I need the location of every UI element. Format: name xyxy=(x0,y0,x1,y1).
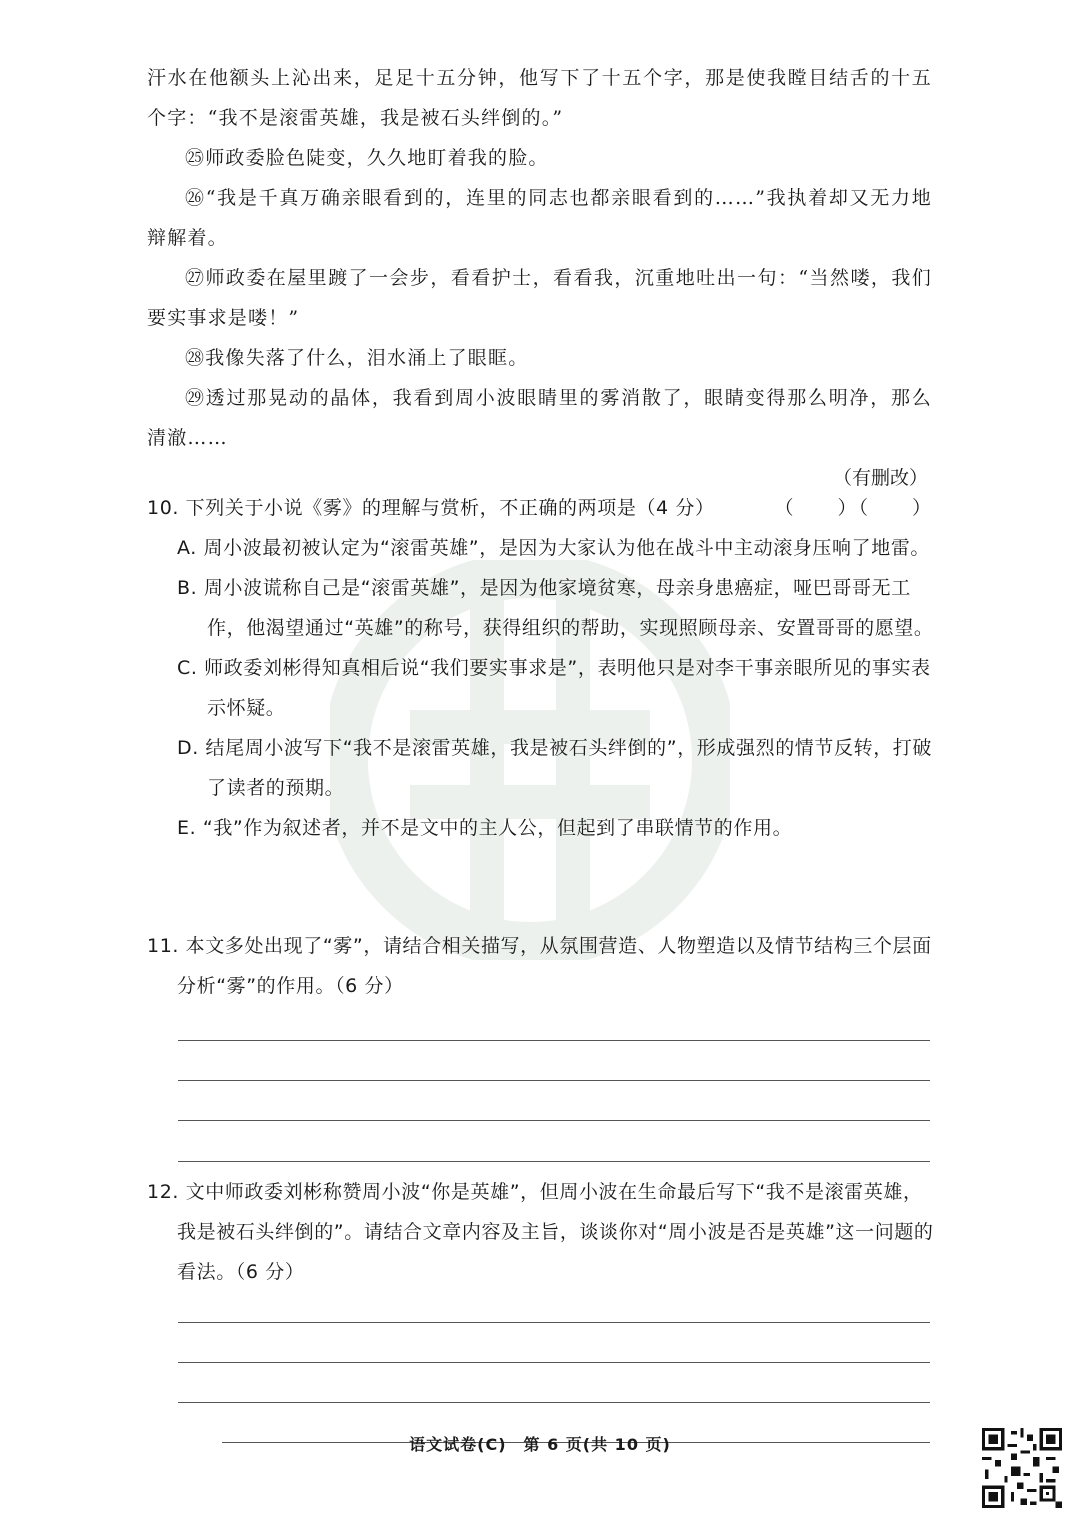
passage-paragraph-28: ㉘我像失落了什么，泪水涌上了眼眶。 xyxy=(185,347,529,369)
answer-line[interactable] xyxy=(178,1362,930,1363)
answer-line[interactable] xyxy=(178,1080,930,1081)
answer-parens[interactable]: （ ）（ ） xyxy=(774,497,933,519)
passage-paragraph-27: ㉗师政委在屋里踱了一会步，看看护士，看看我，沉重地吐出一句：“当然喽，我们要实事求是喽！” xyxy=(147,267,932,329)
question-10-text: 10. 下列关于小说《雾》的理解与赏析，不正确的两项是（4 分） xyxy=(147,497,715,519)
question-11 xyxy=(147,926,937,1006)
answer-line[interactable] xyxy=(178,1161,930,1162)
option-label: B. xyxy=(177,577,198,599)
option-label: E. xyxy=(177,817,197,839)
option-a[interactable] xyxy=(177,528,937,568)
answer-line[interactable] xyxy=(178,1120,930,1121)
answer-line[interactable] xyxy=(178,1040,930,1041)
answer-line[interactable] xyxy=(178,1322,930,1323)
question-12 xyxy=(147,1172,937,1292)
option-text: 周小波谎称自己是“滚雷英雄”，是因为他家境贫寒，母亲身患癌症，哑巴哥哥无工作，他渴望通过“英雄”的称号，获得组织的帮助，实现照顾母亲、安置哥哥的愿望。 xyxy=(203,577,934,639)
option-b[interactable] xyxy=(177,568,937,648)
option-text: 师政委刘彬得知真相后说“我们要实事求是”，表明他只是对李干事亲眼所见的事实表示怀疑。 xyxy=(204,657,931,719)
option-d[interactable] xyxy=(177,728,937,808)
passage-paragraph-25: ㉕师政委脸色陡变，久久地盯着我的脸。 xyxy=(185,147,549,169)
question-10 xyxy=(147,488,937,848)
option-e[interactable] xyxy=(177,808,937,848)
option-label: A. xyxy=(177,537,197,559)
option-c[interactable] xyxy=(177,648,937,728)
passage-paragraph-26: ㉖“我是千真万确亲眼看到的，连里的同志也都亲眼看到的……”我执着却又无力地辩解着。 xyxy=(147,187,932,249)
passage-paragraph-24: 汗水在他额头上沁出来，足足十五分钟，他写下了十五个字，那是使我瞠目结舌的十五个字：“我不是滚雷英雄，我是被石头绊倒的。” xyxy=(147,67,932,129)
question-10-stem xyxy=(147,488,937,528)
reading-passage xyxy=(147,58,932,498)
question-11-stem: 11. 本文多处出现了“雾”，请结合相关描写，从氛围营造、人物塑造以及情节结构三个层面分析“雾”的作用。（6 分） xyxy=(147,935,932,997)
option-label: C. xyxy=(177,657,198,679)
answer-line[interactable] xyxy=(178,1402,930,1403)
page-footer: 语文试卷(C) 第 6 页(共 10 页) xyxy=(409,1435,671,1454)
option-text: “我”作为叙述者，并不是文中的主人公，但起到了串联情节的作用。 xyxy=(202,817,793,839)
option-text: 周小波最初被认定为“滚雷英雄”，是因为大家认为他在战斗中主动滚身压响了地雷。 xyxy=(203,537,931,559)
option-label: D. xyxy=(177,737,199,759)
passage-paragraph-29: ㉙透过那晃动的晶体，我看到周小波眼睛里的雾消散了，眼睛变得那么明净，那么清澈…… xyxy=(147,387,932,449)
qr-code-icon[interactable] xyxy=(982,1428,1062,1508)
source-note: （有删改） xyxy=(832,467,928,489)
option-text: 结尾周小波写下“我不是滚雷英雄，我是被石头绊倒的”，形成强烈的情节反转，打破了读者的预期。 xyxy=(205,737,933,799)
question-12-stem: 12. 文中师政委刘彬称赞周小波“你是英雄”，但周小波在生命最后写下“我不是滚雷英雄，我是被石头绊倒的”。请结合文章内容及主旨，谈谈你对“周小波是否是英雄”这一问题的看法。（6 分） xyxy=(147,1181,934,1283)
